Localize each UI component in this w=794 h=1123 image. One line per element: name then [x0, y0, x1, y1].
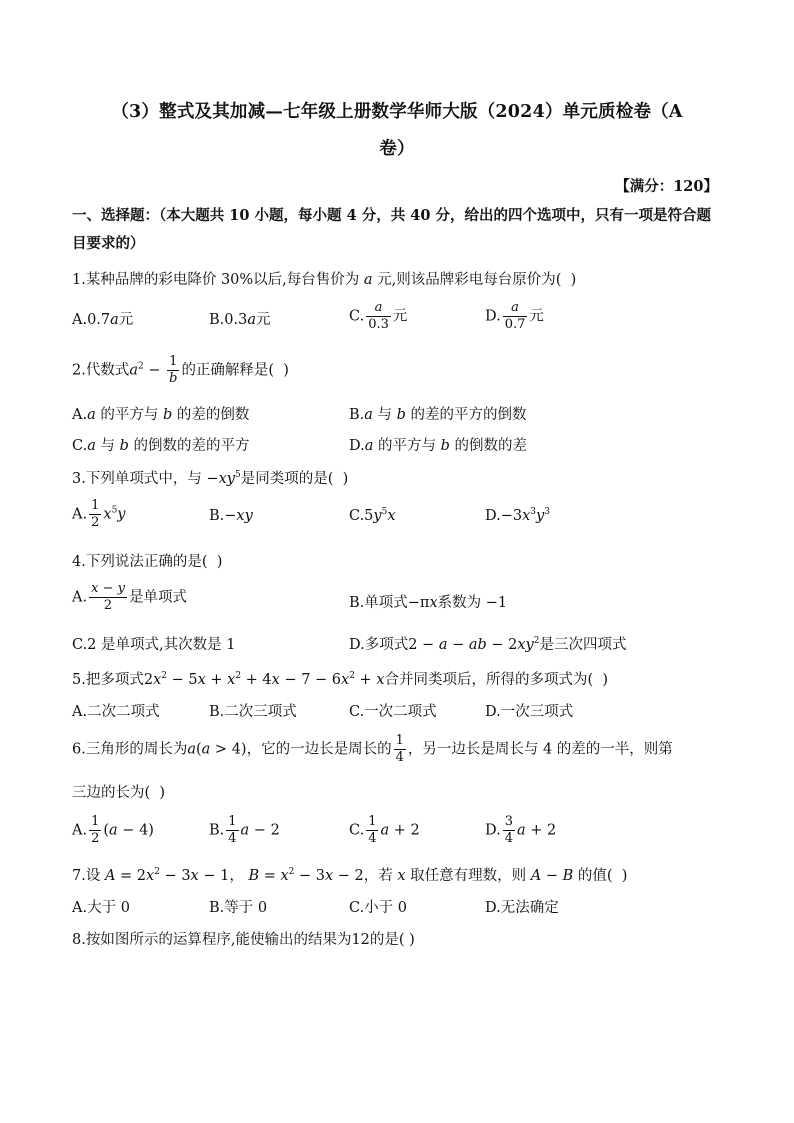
question-2-stem: 2.代数式$a^2$ − $\frac{1}{b}$ 的正确解释是( ) — [72, 354, 289, 386]
q7-option-b[interactable]: B.等于 0 — [209, 900, 268, 916]
q4-option-b[interactable]: B.单项式−πx系数为 −1 — [349, 595, 508, 611]
section-heading: 一、选择题：（本大题共 10 小题，每小题 4 分，共 40 分，给出的四个选项中，只有一项是符合题目要求的） — [72, 207, 711, 252]
question-1-stem: 1.某种品牌的彩电降价 30%以后,每台售价为 a 元,则该品牌彩电每台原价为( ) — [72, 272, 577, 288]
q5-option-d[interactable]: D.一次三项式 — [485, 704, 574, 720]
q2-option-b[interactable]: B.a 与 b 的差的平方的倒数 — [349, 407, 527, 423]
full-score-label: 【满分：120】 — [615, 178, 718, 195]
q6-option-a[interactable]: A. $\frac{1}{2}$ (a − 4) — [72, 814, 154, 846]
q6-option-d[interactable]: D. $\frac{3}{4}$ a + 2 — [485, 814, 557, 846]
question-5-stem: 5.把多项式$2x^2 - 5x + x^2 + 4x - 7 - 6x^2 + x$合并同类项后，所得的多项式为( ) — [72, 671, 609, 688]
q1-option-a[interactable]: A.0.7a元 — [72, 312, 134, 328]
exam-title-line2: 卷） — [379, 139, 415, 159]
q5-option-a[interactable]: A.二次二项式 — [72, 704, 160, 720]
q5-option-c[interactable]: C.一次二项式 — [349, 704, 437, 720]
q2-option-d[interactable]: D.a 的平方与 b 的倒数的差 — [349, 438, 527, 454]
question-4-options-row1 — [72, 581, 722, 621]
q2-option-a[interactable]: A.a 的平方与 b 的差的倒数 — [72, 407, 250, 423]
question-3-options — [72, 498, 722, 538]
q1-option-b[interactable]: B.0.3a元 — [209, 312, 271, 328]
question-7-stem: 7.设 $A = 2x^2 - 3x - 1$， $B = x^2 - 3x - 2$，若 x 取任意有理数，则 A − B 的值( ) — [72, 867, 628, 884]
q6-option-c[interactable]: C. $\frac{1}{4}$ a + 2 — [349, 814, 420, 846]
question-1-options — [72, 300, 722, 340]
q1-option-d[interactable]: D. $\frac{a}{0.7}$ 元 — [485, 300, 544, 332]
question-4-stem: 4.下列说法正确的是( ) — [72, 554, 223, 570]
q4-option-c[interactable]: C.2 是单项式,其次数是 1 — [72, 637, 236, 653]
question-6-stem-line1: 6.三角形的周长为a(a > 4)，它的一边长是周长的 $\frac{1}{4}$ ，另一边长是周长与 4 的差的一半，则第 — [72, 733, 673, 765]
q6-option-b[interactable]: B. $\frac{1}{4}$ a − 2 — [209, 814, 280, 846]
exam-title-line1: （3）整式及其加减—七年级上册数学华师大版（2024）单元质检卷（A — [111, 102, 683, 122]
q7-option-a[interactable]: A.大于 0 — [72, 900, 130, 916]
q2-option-c[interactable]: C.a 与 b 的倒数的差的平方 — [72, 438, 250, 454]
question-6-options — [72, 814, 722, 854]
q3-option-b[interactable]: B.−xy — [209, 508, 253, 524]
q7-option-c[interactable]: C.小于 0 — [349, 900, 408, 916]
q3-option-d[interactable]: $D.-3x^3y^3$ — [485, 507, 550, 524]
q3-option-a[interactable]: A. $\frac{1}{2}$ $x^5y$ — [72, 498, 126, 530]
q5-option-b[interactable]: B.二次三项式 — [209, 704, 297, 720]
question-3-stem: 3.下列单项式中，与 $-xy^5$是同类项的是( ) — [72, 470, 349, 487]
q3-option-c[interactable]: $C.5y^5x$ — [349, 507, 396, 524]
q4-option-d[interactable]: D.多项式2 − a − ab − $2xy^2$是三次四项式 — [349, 636, 627, 653]
q4-option-a[interactable]: A. $\frac{x - y}{2}$ 是单项式 — [72, 581, 187, 613]
q7-option-d[interactable]: D.无法确定 — [485, 900, 559, 916]
q1-option-c[interactable]: C. $\frac{a}{0.3}$ 元 — [349, 300, 408, 332]
question-8-stem: 8.按如图所示的运算程序,能使输出的结果为12的是( ) — [72, 932, 415, 948]
question-6-stem-line2: 三边的长为( ) — [72, 785, 166, 801]
